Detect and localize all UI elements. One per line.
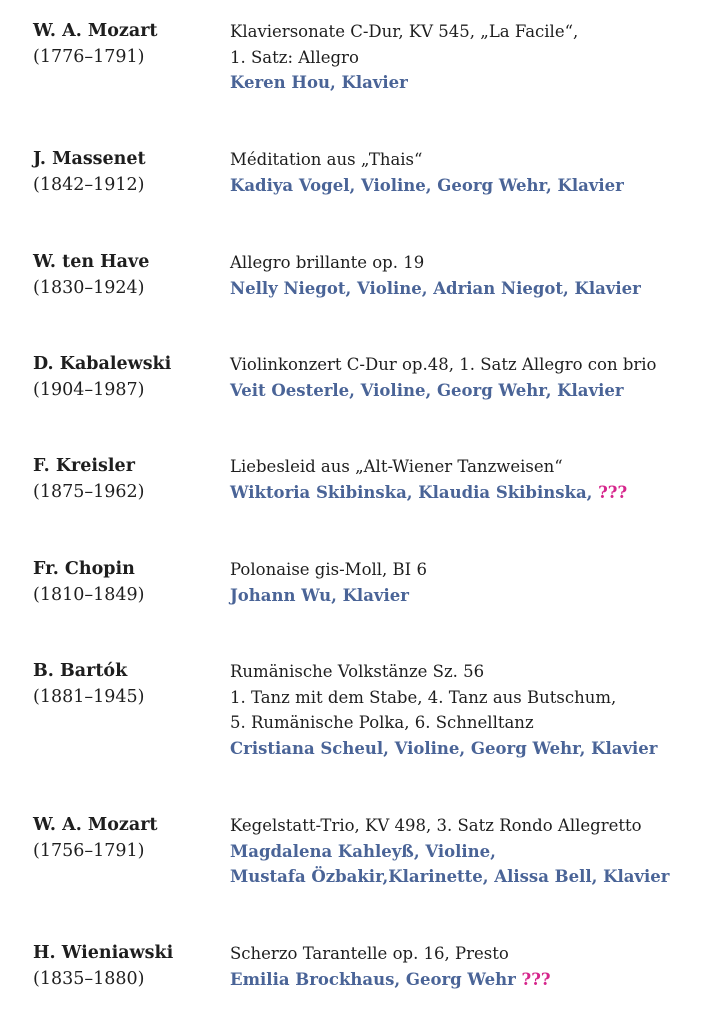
work-movement: 5. Rumänische Polka, 6. Schnelltanz bbox=[230, 713, 534, 732]
composer-name: B. Bartók bbox=[33, 661, 128, 681]
composer-dates: (1776–1791) bbox=[33, 46, 145, 67]
work-movement: 1. Tanz mit dem Stabe, 4. Tanz aus Butschum, bbox=[230, 687, 617, 707]
work-block bbox=[230, 454, 714, 505]
work-title: Allegro brillante op. 19 bbox=[230, 253, 425, 272]
composer-name: Fr. Chopin bbox=[33, 559, 135, 579]
performers-row bbox=[230, 480, 714, 506]
performers-row bbox=[230, 967, 714, 993]
performers: Veit Oesterle, Violine, Georg Wehr, Klavier bbox=[230, 380, 624, 400]
work-title: Kegelstatt-Trio, KV 498, 3. Satz Rondo Allegretto bbox=[230, 816, 642, 835]
composer-dates: (1904–1987) bbox=[33, 379, 145, 400]
composer-name: W. ten Have bbox=[33, 252, 150, 272]
composer-block bbox=[33, 147, 223, 198]
composer-dates: (1830–1924) bbox=[33, 277, 145, 298]
composer-dates: (1810–1849) bbox=[33, 584, 145, 605]
work-block bbox=[230, 352, 714, 403]
work-block bbox=[230, 941, 714, 992]
performers: Keren Hou, Klavier bbox=[230, 73, 408, 92]
work-block bbox=[230, 250, 714, 301]
work-block bbox=[230, 147, 714, 198]
composer-name: F. Kreisler bbox=[33, 456, 135, 476]
composer-block bbox=[33, 941, 223, 992]
composer-block bbox=[33, 454, 223, 505]
work-block bbox=[230, 19, 714, 96]
work-title: Rumänische Volkstänze Sz. 56 bbox=[230, 662, 485, 681]
performers: Mustafa Özbakir,Klarinette, Alissa Bell, Klavier bbox=[230, 867, 670, 886]
composer-dates: (1835–1880) bbox=[33, 968, 145, 989]
work-title: Liebesleid aus „Alt-Wiener Tanzweisen“ bbox=[230, 457, 563, 476]
work-title: Violinkonzert C-Dur op.48, 1. Satz Allegro con brio bbox=[230, 355, 657, 374]
work-title: Polonaise gis-Moll, BI 6 bbox=[230, 560, 427, 579]
performers: Emilia Brockhaus, Georg Wehr bbox=[230, 969, 522, 989]
work-title: Scherzo Tarantelle op. 16, Presto bbox=[230, 944, 509, 963]
performers: Kadiya Vogel, Violine, Georg Wehr, Klavier bbox=[230, 175, 624, 195]
composer-dates: (1875–1962) bbox=[33, 481, 145, 502]
composer-block bbox=[33, 352, 223, 403]
composer-dates: (1756–1791) bbox=[33, 840, 145, 861]
composer-block bbox=[33, 250, 223, 301]
work-title: Méditation aus „Thais“ bbox=[230, 150, 423, 169]
composer-dates: (1881–1945) bbox=[33, 686, 145, 707]
composer-name: W. A. Mozart bbox=[33, 21, 158, 41]
composer-dates: (1842–1912) bbox=[33, 174, 145, 195]
work-movement: 1. Satz: Allegro bbox=[230, 47, 359, 67]
composer-name: D. Kabalewski bbox=[33, 354, 172, 374]
composer-block bbox=[33, 659, 223, 710]
work-block bbox=[230, 659, 714, 761]
work-title: Klaviersonate C-Dur, KV 545, „La Facile“, bbox=[230, 22, 579, 41]
unknown-performer-marker: ??? bbox=[521, 969, 551, 989]
composer-name: W. A. Mozart bbox=[33, 815, 158, 835]
performers: Nelly Niegot, Violine, Adrian Niegot, Klavier bbox=[230, 278, 641, 298]
work-block bbox=[230, 557, 714, 608]
composer-name: J. Massenet bbox=[33, 149, 146, 169]
performers: Cristiana Scheul, Violine, Georg Wehr, Klavier bbox=[230, 738, 658, 758]
unknown-performer-marker: ??? bbox=[598, 482, 628, 502]
work-block bbox=[230, 813, 714, 890]
composer-block bbox=[33, 19, 223, 70]
composer-block bbox=[33, 813, 223, 864]
performers: Johann Wu, Klavier bbox=[230, 585, 409, 605]
performers: Magdalena Kahleyß, Violine, bbox=[230, 841, 496, 861]
composer-name: H. Wieniawski bbox=[33, 943, 174, 963]
performers: Wiktoria Skibinska, Klaudia Skibinska, bbox=[230, 482, 599, 502]
composer-block bbox=[33, 557, 223, 608]
